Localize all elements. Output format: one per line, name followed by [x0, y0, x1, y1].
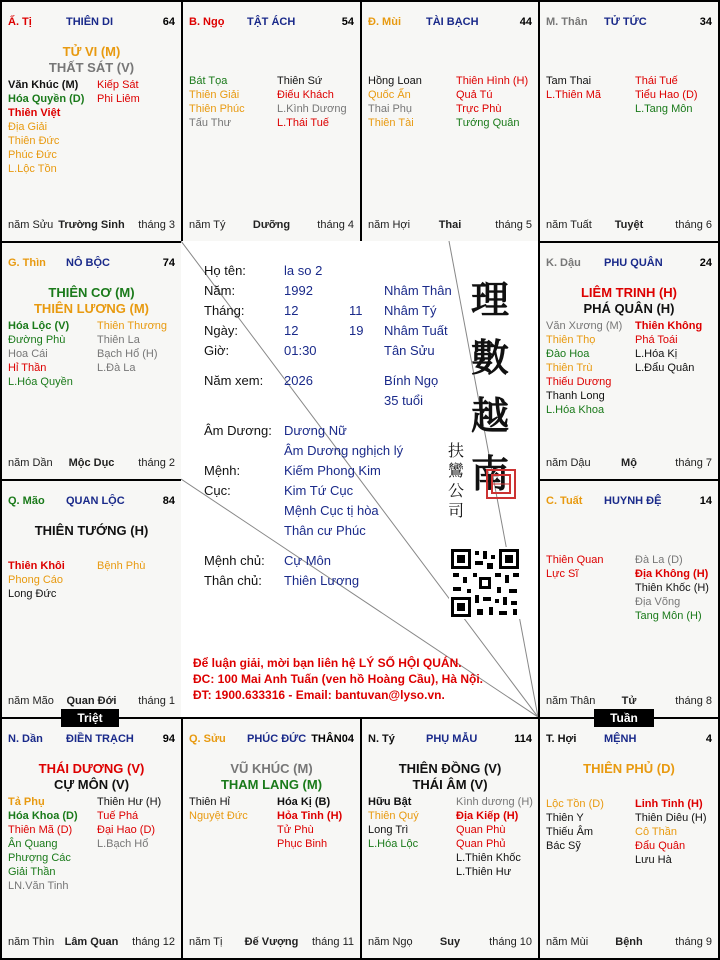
minor-star: Thiên Khốc (H) — [635, 582, 709, 594]
minor-star: L.Kình Dương — [277, 103, 347, 115]
palace-stage: Quan Đới — [66, 695, 117, 707]
body-master-label: Thân chủ: — [204, 573, 262, 588]
right-star-list — [635, 553, 709, 623]
palace-branch: Q. Mão — [8, 495, 45, 507]
contact-line-2: ĐC: 100 Mai Anh Tuấn (ven hồ Hoàng Cầu), Hà Nội. — [193, 672, 484, 686]
minor-star: Lưu Hà — [635, 854, 672, 866]
palace-age: 44 — [519, 16, 532, 28]
minor-star: Phúc Đức — [8, 149, 57, 161]
minor-star: Thiên Việt — [8, 107, 61, 119]
palace-footer — [189, 219, 354, 233]
palace-header — [8, 16, 175, 30]
minor-star: Phong Cáo — [8, 574, 64, 586]
minor-star: Hữu Bật — [368, 796, 412, 808]
major-star: THAM LANG (M) — [220, 777, 323, 792]
minor-star: Thiên Quý — [368, 810, 419, 822]
minor-star: Tiểu Hao (D) — [635, 89, 698, 101]
minor-star: Tả Phụ — [8, 796, 45, 808]
left-star-list — [8, 319, 73, 389]
palace-stage: Bệnh — [615, 936, 643, 948]
palace-year: năm Tuất — [546, 219, 592, 231]
minor-star: Hóa Kị (B) — [277, 796, 331, 808]
minor-star: Bát Tọa — [189, 75, 228, 87]
view-year-value: 2026 — [284, 373, 313, 388]
palace-name: TÀI BẠCH — [426, 16, 479, 28]
day-label: Ngày: — [204, 323, 238, 338]
right-star-list — [97, 319, 167, 375]
major-star: THIÊN TƯỚNG (H) — [34, 523, 149, 538]
palace-cell — [0, 241, 183, 481]
palace-cell — [181, 0, 362, 243]
palace-age: 34 — [699, 16, 712, 28]
left-star-list — [546, 797, 604, 853]
palace-name: PHÚC ĐỨC — [247, 733, 307, 745]
tuan-tag: Tuần — [594, 709, 654, 727]
left-star-list — [546, 553, 603, 581]
minor-star: Tuế Phá — [97, 810, 139, 822]
destiny-master-label: Mệnh chủ: — [204, 553, 265, 568]
right-star-list — [635, 797, 707, 867]
palace-header — [368, 16, 532, 30]
yin-yang-note: Âm Dương nghịch lý — [284, 443, 404, 458]
minor-star: Thiên Thương — [97, 320, 168, 332]
minor-star: L.Bạch Hổ — [97, 838, 149, 850]
palace-month: tháng 8 — [675, 695, 712, 707]
palace-branch: N. Dần — [8, 733, 43, 745]
hour-label: Giờ: — [204, 343, 230, 358]
day-lunar: 19 — [349, 323, 364, 338]
palace-name: TẬT ÁCH — [247, 16, 296, 28]
palace-header — [8, 495, 175, 509]
palace-year: năm Mùi — [546, 936, 589, 948]
palace-age: 74 — [162, 257, 175, 269]
palace-footer — [546, 457, 712, 471]
major-star: THIÊN CƠ (M) — [48, 285, 135, 300]
minor-star: Bệnh Phù — [97, 560, 146, 572]
month-lunar: 11 — [349, 303, 363, 318]
palace-stage: Dưỡng — [252, 219, 291, 231]
yin-yang-value: Dương Nữ — [284, 423, 347, 438]
minor-star: Thiên Hỉ — [189, 796, 230, 808]
palace-month: tháng 1 — [138, 695, 175, 707]
palace-footer — [368, 936, 532, 950]
minor-star: Hóa Khoa (D) — [8, 810, 78, 822]
major-star: THÁI DƯƠNG (V) — [38, 761, 145, 776]
minor-star: Thiếu Dương — [546, 376, 612, 388]
palace-footer — [8, 219, 175, 233]
palace-footer — [189, 936, 354, 950]
palace-age: 24 — [699, 257, 712, 269]
palace-stage: Tuyệt — [614, 219, 644, 231]
month-can-chi: Nhâm Tý — [384, 303, 437, 318]
right-star-list — [97, 78, 140, 106]
left-star-list — [8, 78, 84, 176]
major-star: THÁI ÂM (V) — [412, 777, 488, 792]
minor-star: L.Hóa Kị — [635, 348, 678, 360]
palace-year: năm Thìn — [8, 936, 55, 948]
left-star-list — [368, 74, 422, 130]
minor-star: Kình dương (H) — [456, 796, 533, 808]
left-star-list — [189, 795, 248, 823]
right-star-list — [97, 559, 145, 573]
minor-star: Đào Hoa — [546, 348, 590, 360]
minor-star: Quả Tú — [456, 89, 493, 101]
minor-star: Thiên Tài — [368, 117, 414, 129]
palace-stage: Suy — [439, 936, 461, 948]
minor-star: Thiên La — [97, 334, 140, 346]
contact-line-1: Để luận giải, mời bạn liên hệ LÝ SỐ HỘI QUÁN. — [193, 656, 462, 670]
minor-star: Phá Toái — [635, 334, 678, 346]
palace-age: THÂN04 — [311, 733, 354, 745]
palace-month: tháng 10 — [489, 936, 532, 948]
left-star-list — [546, 319, 622, 417]
minor-star: L.Hóa Quyền — [8, 376, 73, 388]
minor-star: Quốc Ấn — [368, 89, 411, 101]
palace-header — [189, 16, 354, 30]
info-panel — [181, 241, 538, 717]
palace-stage: Mộc Dục — [68, 457, 115, 469]
minor-star: Thiếu Âm — [546, 826, 594, 838]
palace-cell — [538, 479, 720, 719]
minor-star: Thiên Đức — [8, 135, 60, 147]
minor-star: Hoa Cái — [8, 348, 48, 360]
palace-footer — [546, 936, 712, 950]
palace-year: năm Mão — [8, 695, 54, 707]
palace-age: 84 — [162, 495, 175, 507]
palace-year: năm Tý — [189, 219, 226, 231]
minor-star: L.Hóa Khoa — [546, 404, 605, 416]
minor-star: Phi Liêm — [97, 93, 140, 105]
palace-footer — [8, 936, 175, 950]
month-label: Tháng: — [204, 303, 245, 318]
minor-star: Quan Phù — [456, 824, 506, 836]
palace-cell — [538, 241, 720, 481]
palace-footer — [368, 219, 532, 233]
palace-header — [189, 733, 354, 747]
palace-age: 64 — [162, 16, 175, 28]
contact-block — [193, 655, 483, 703]
logo-seal: 扶鸞公司 — [447, 441, 464, 520]
minor-star: Giải Thần — [8, 866, 56, 878]
minor-star: Hóa Lộc (V) — [8, 320, 70, 332]
palace-branch: K. Dậu — [546, 257, 581, 269]
palace-month: tháng 6 — [675, 219, 712, 231]
left-star-list — [546, 74, 601, 102]
left-star-list — [368, 795, 419, 851]
palace-cell — [538, 0, 720, 243]
minor-star: Hỉ Thần — [8, 362, 47, 374]
palace-month: tháng 9 — [675, 936, 712, 948]
minor-star: Thiên Không — [635, 320, 703, 332]
palace-branch: Q. Sửu — [189, 733, 226, 745]
minor-star: Hóa Quyền (D) — [8, 93, 85, 105]
palace-month: tháng 3 — [138, 219, 175, 231]
palace-name: PHỤ MẪU — [426, 733, 478, 745]
minor-star: Linh Tinh (H) — [635, 798, 703, 810]
minor-star: L.Thiên Hư — [456, 866, 512, 878]
left-star-list — [189, 74, 245, 130]
palace-footer — [8, 695, 175, 709]
year-value: 1992 — [284, 283, 313, 298]
minor-star: Kiếp Sát — [97, 79, 139, 91]
palace-footer — [8, 457, 175, 471]
right-star-list — [456, 795, 533, 879]
palace-month: tháng 11 — [311, 936, 354, 948]
minor-star: Địa Không (H) — [635, 568, 709, 580]
minor-star: Quan Phủ — [456, 838, 506, 850]
minor-star: Tướng Quân — [456, 117, 520, 129]
day-can-chi: Nhâm Tuất — [384, 323, 448, 338]
cuc-value: Kim Tứ Cục — [284, 483, 354, 498]
palace-age: 114 — [514, 733, 532, 745]
minor-star: Ân Quang — [8, 838, 58, 850]
palace-name: NÔ BỘC — [66, 257, 110, 269]
body-master-value: Thiên Lương — [284, 573, 360, 588]
minor-star: Thiên Y — [546, 812, 584, 824]
palace-header — [546, 495, 712, 509]
major-star: PHÁ QUÂN (H) — [583, 301, 675, 316]
palace-footer — [546, 219, 712, 233]
palace-name: THIÊN DI — [66, 16, 114, 28]
right-star-list — [635, 319, 702, 375]
palace-cell — [360, 0, 540, 243]
minor-star: Nguyệt Đức — [189, 810, 248, 822]
right-star-list — [277, 795, 342, 851]
right-star-list — [97, 795, 161, 851]
palace-name: ĐIỀN TRẠCH — [66, 733, 134, 745]
minor-star: Đại Hao (D) — [97, 824, 156, 836]
right-star-list — [456, 74, 528, 130]
minor-star: Hồng Loan — [368, 75, 422, 87]
hour-can-chi: Tân Sửu — [384, 343, 435, 358]
minor-star: Địa Võng — [635, 596, 681, 608]
view-year-label: Năm xem: — [204, 373, 264, 388]
palace-year: năm Dần — [8, 457, 53, 469]
palace-month: tháng 4 — [317, 219, 354, 231]
minor-star: Phục Binh — [277, 838, 328, 850]
triet-tag: Triệt — [61, 709, 119, 727]
cuc-note-1: Mệnh Cục tị hòa — [284, 503, 379, 518]
minor-star: Thiên Hình (H) — [456, 75, 529, 87]
palace-age: 4 — [705, 733, 712, 745]
palace-age: 54 — [341, 16, 354, 28]
contact-line-3: ĐT: 1900.633316 - Email: bantuvan@lyso.vn. — [193, 688, 445, 702]
destiny-label: Mệnh: — [204, 463, 241, 478]
minor-star: Tấu Thư — [189, 117, 232, 129]
destiny-value: Kiếm Phong Kim — [284, 463, 381, 478]
minor-star: Lực Sĩ — [546, 568, 579, 580]
palace-stage: Tử — [621, 695, 637, 707]
minor-star: Tang Môn (H) — [635, 610, 702, 622]
palace-year: năm Hợi — [368, 219, 411, 231]
minor-star: L.Đà La — [97, 362, 136, 374]
palace-cell — [538, 717, 720, 960]
minor-star: Thiên Diêu (H) — [635, 812, 707, 824]
year-can-chi: Nhâm Thân — [384, 283, 452, 298]
minor-star: Tam Thai — [546, 75, 592, 87]
right-star-list — [277, 74, 347, 130]
palace-header — [546, 733, 712, 747]
minor-star: Đà La (D) — [635, 554, 683, 566]
minor-star: Long Đức — [8, 588, 57, 600]
major-star: CỰ MÔN (V) — [53, 777, 130, 792]
palace-footer — [546, 695, 712, 709]
palace-age: 94 — [162, 733, 175, 745]
cuc-label: Cục: — [204, 483, 231, 498]
major-star: LIÊM TRINH (H) — [580, 285, 678, 300]
palace-age: 14 — [699, 495, 712, 507]
palace-branch: C. Tuất — [546, 495, 583, 507]
palace-stage: Thai — [438, 219, 462, 231]
minor-star: Thiên Trù — [546, 362, 593, 374]
minor-star: Thanh Long — [546, 390, 605, 402]
minor-star: Văn Khúc (M) — [8, 79, 79, 91]
palace-cell — [0, 0, 183, 243]
minor-star: Đẩu Quân — [635, 840, 686, 852]
palace-branch: B. Ngọ — [189, 16, 225, 28]
minor-star: L.Lộc Tồn — [8, 163, 57, 175]
palace-cell — [360, 717, 540, 960]
major-star: THIÊN ĐỒNG (V) — [398, 761, 502, 776]
palace-stage: Trường Sinh — [58, 219, 125, 231]
major-star: TỬ VI (M) — [62, 44, 121, 59]
major-star: THIÊN LƯƠNG (M) — [33, 301, 150, 316]
palace-month: tháng 2 — [138, 457, 175, 469]
age-value: 35 tuổi — [384, 393, 424, 408]
palace-header — [368, 733, 532, 747]
palace-cell — [181, 717, 362, 960]
minor-star: LN.Văn Tinh — [8, 880, 69, 892]
palace-header — [546, 16, 712, 30]
palace-branch: N. Tý — [368, 733, 395, 745]
minor-star: Địa Giải — [8, 121, 48, 133]
palace-name: PHU QUÂN — [604, 257, 663, 269]
view-year-can-chi: Bính Ngọ — [384, 373, 439, 388]
name-value: la so 2 — [284, 263, 323, 278]
minor-star: L.Thái Tuế — [277, 117, 329, 129]
minor-star: L.Thiên Mã — [546, 89, 602, 101]
palace-branch: M. Thân — [546, 16, 588, 28]
minor-star: Địa Kiếp (H) — [456, 810, 519, 822]
palace-branch: T. Hợi — [546, 733, 577, 745]
palace-cell — [0, 479, 183, 719]
minor-star: Long Trì — [368, 824, 409, 836]
palace-stage: Mộ — [621, 457, 637, 469]
palace-header — [8, 733, 175, 747]
palace-year: năm Thân — [546, 695, 596, 707]
minor-star: Thiên Quan — [546, 554, 604, 566]
minor-star: Thiên Thọ — [546, 334, 596, 346]
logo-calligraphy: 理數越南 — [470, 277, 509, 496]
major-star: THIÊN PHỦ (D) — [583, 761, 675, 776]
year-label: Năm: — [204, 283, 236, 298]
minor-star: L.Thiên Khốc — [456, 852, 521, 864]
palace-name: MỆNH — [604, 733, 637, 745]
right-star-list — [635, 74, 698, 116]
minor-star: Tử Phù — [277, 824, 314, 836]
minor-star: L.Đẩu Quân — [635, 362, 695, 374]
minor-star: Thiên Phúc — [189, 103, 245, 115]
minor-star: Thiên Giải — [189, 89, 240, 101]
hour-value: 01:30 — [284, 343, 317, 358]
palace-year: năm Dậu — [546, 457, 591, 469]
minor-star: Thiên Khôi — [8, 560, 65, 572]
minor-star: Lộc Tồn (D) — [546, 798, 604, 810]
qr-code-icon — [449, 547, 521, 619]
palace-month: tháng 5 — [495, 219, 532, 231]
minor-star: Hỏa Tinh (H) — [277, 810, 343, 822]
left-star-list — [8, 795, 78, 893]
minor-star: Phượng Các — [8, 852, 71, 864]
palace-name: TỬ TỨC — [604, 16, 647, 28]
palace-branch: Đ. Mùi — [368, 16, 401, 28]
minor-star: Thiên Hư (H) — [97, 796, 162, 808]
major-star: VŨ KHÚC (M) — [230, 761, 313, 776]
palace-branch: Ấ. Tị — [8, 16, 32, 28]
cuc-note-2: Thân cư Phúc — [284, 523, 366, 538]
palace-branch: G. Thìn — [8, 257, 46, 269]
minor-star: Điếu Khách — [277, 89, 334, 101]
month-value: 12 — [284, 303, 299, 318]
minor-star: L.Tang Môn — [635, 103, 693, 115]
palace-name: HUYNH ĐỆ — [604, 495, 662, 507]
yin-yang-label: Âm Dương: — [204, 423, 272, 438]
palace-header — [546, 257, 712, 271]
minor-star: Đường Phù — [8, 334, 66, 346]
minor-star: Văn Xương (M) — [546, 320, 623, 332]
name-label: Họ tên: — [204, 263, 246, 278]
palace-stage: Lâm Quan — [64, 936, 119, 948]
destiny-master-value: Cự Môn — [284, 553, 331, 568]
palace-year: năm Sửu — [8, 219, 54, 231]
minor-star: Thiên Mã (D) — [8, 824, 73, 836]
minor-star: Thiên Sứ — [277, 75, 323, 87]
major-star: THẤT SÁT (V) — [48, 60, 135, 75]
minor-star: Thai Phụ — [368, 103, 413, 115]
minor-star: L.Hóa Lộc — [368, 838, 419, 850]
palace-year: năm Tị — [189, 936, 223, 948]
minor-star: Cô Thần — [635, 826, 677, 838]
left-star-list — [8, 559, 65, 601]
palace-cell — [0, 717, 183, 960]
minor-star: Trực Phù — [456, 103, 502, 115]
palace-stage: Đế Vượng — [244, 936, 299, 948]
palace-month: tháng 12 — [132, 936, 175, 948]
day-value: 12 — [284, 323, 299, 338]
minor-star: Bạch Hổ (H) — [97, 348, 158, 360]
minor-star: Bác Sỹ — [546, 840, 581, 852]
palace-month: tháng 7 — [675, 457, 712, 469]
palace-name: QUAN LỘC — [66, 495, 125, 507]
minor-star: Thái Tuế — [635, 75, 678, 87]
palace-header — [8, 257, 175, 271]
red-stamp-icon — [486, 469, 516, 499]
palace-year: năm Ngọ — [368, 936, 413, 948]
